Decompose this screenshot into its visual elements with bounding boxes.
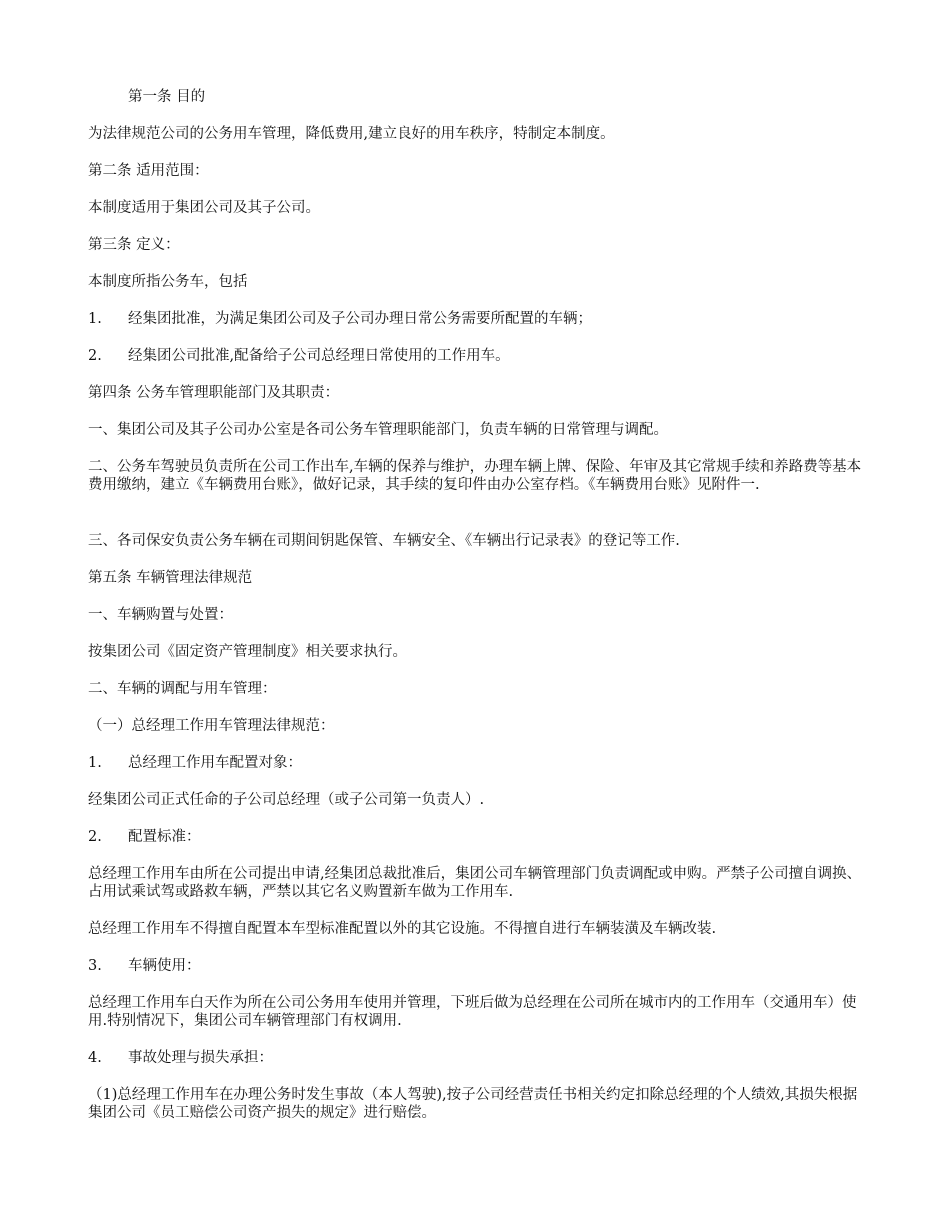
list-item: [88, 1049, 868, 1067]
section-1-heading: 一、车辆购置与处置：: [88, 607, 233, 623]
article-2-heading: 第二条 适用范围：: [88, 163, 209, 179]
list-item: [88, 347, 868, 365]
list-number: 2.: [88, 348, 102, 364]
list-number: 3.: [88, 958, 102, 974]
paragraph: 经集团公司正式任命的子公司总经理（或子公司第一负责人）.: [88, 792, 485, 808]
list-number: 2.: [88, 829, 102, 845]
article-4-item-1: 一、集团公司及其子公司办公室是各司公务车管理职能部门，负责车辆的日常管理与调配。: [88, 422, 668, 438]
article-1-heading: 第一条 目的: [128, 89, 206, 105]
paragraph: 总经理工作用车由所在公司提出申请,经集团总裁批准后，集团公司车辆管理部门负责调配或申购。严禁子公司擅自调换、占用试乘试驾或路救车辆，严禁以其它名义购置新车做为工作用车.: [88, 866, 862, 900]
list-text: 经集团批准，为满足集团公司及子公司办理日常公务需要所配置的车辆；: [128, 311, 592, 327]
list-text: 经集团公司批准,配备给子公司总经理日常使用的工作用车。: [128, 348, 510, 364]
article-4-item-2: 二、公务车驾驶员负责所在公司工作出车,车辆的保养与维护，办理车辆上牌、保险、年审及其它常规手续和养路费等基本费用缴纳，建立《车辆费用台账》，做好记录，其手续的复印件由办公室存档。《车辆费用台账》见附件一.: [88, 459, 862, 493]
list-item: [88, 828, 868, 846]
paragraph: 总经理工作用车白天作为所在公司公务用车使用并管理，下班后做为总经理在公司所在城市内的工作用车（交通用车）使用.特别情况下，集团公司车辆管理部门有权调用.: [88, 995, 857, 1029]
list-item: [88, 754, 868, 772]
article-4-item-3: 三、各司保安负责公务车辆在司期间钥匙保管、车辆安全、《车辆出行记录表》的登记等工作.: [88, 533, 680, 549]
article-5-heading: 第五条 车辆管理法律规范: [88, 570, 253, 586]
paragraph: （1)总经理工作用车在办理公务时发生事故（本人驾驶),按子公司经营责任书相关约定扣除总经理的个人绩效,其损失根据集团公司《员工赔偿公司资产损失的规定》进行赔偿。: [88, 1087, 858, 1121]
article-3-heading: 第三条 定义：: [88, 237, 180, 253]
section-2-heading: 二、车辆的调配与用车管理：: [88, 681, 277, 697]
list-number: 1.: [88, 755, 102, 771]
article-2-body: 本制度适用于集团公司及其子公司。: [88, 200, 320, 216]
list-text: 配置标准：: [128, 829, 201, 845]
list-number: 1.: [88, 311, 102, 327]
list-number: 4.: [88, 1050, 102, 1066]
list-item: [88, 957, 868, 975]
article-3-body: 本制度所指公务车，包括: [88, 274, 248, 290]
section-1-body: 按集团公司《固定资产管理制度》相关要求执行。: [88, 644, 407, 660]
article-4-heading: 第四条 公务车管理职能部门及其职责：: [88, 385, 340, 401]
list-text: 事故处理与损失承担：: [128, 1050, 273, 1066]
list-text: 车辆使用：: [128, 958, 201, 974]
paragraph: 总经理工作用车不得擅自配置本车型标准配置以外的其它设施。不得擅自进行车辆装潢及车辆改装.: [88, 921, 717, 937]
list-item: [88, 310, 868, 328]
subsection-heading: （一）总经理工作用车管理法律规范：: [88, 718, 335, 734]
article-1-body: 为法律规范公司的公务用车管理，降低费用,建立良好的用车秩序，特制定本制度。: [88, 126, 615, 142]
list-text: 总经理工作用车配置对象：: [128, 755, 302, 771]
